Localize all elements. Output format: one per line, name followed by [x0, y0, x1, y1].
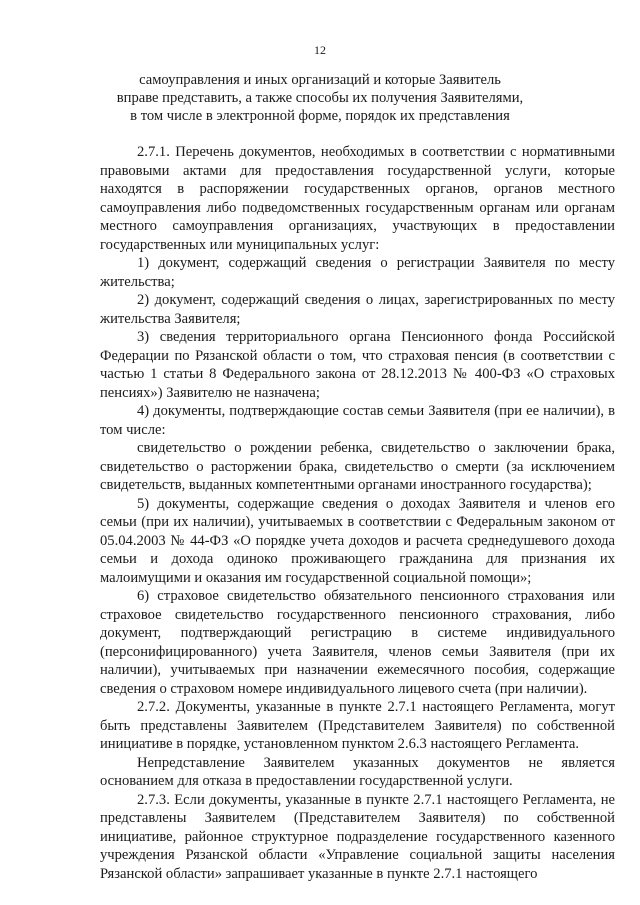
paragraph-2-7-1: 2.7.1. Перечень документов, необходимых в соответствии с нормативными правовыми актами для предоставления государственной услуги, которые находятся в распоряжении государственных органов, органов местного самоуправления либо подведомственных государственным органам или органам местного самоуправления организациях, участвующих в предоставлении государственных или муниципальных услуг: [100, 144, 615, 253]
list-item-1: 1) документ, содержащий сведения о регистрации Заявителя по месту жительства; [100, 255, 615, 290]
paragraph-non-submission: Непредставление Заявителем указанных документов не является основанием для отказа в предоставлении государственной услуги. [100, 754, 615, 789]
list-item-5: 5) документы, содержащие сведения о доходах Заявителя и членов его семьи (при их наличии), учитываемых в соответствии с Федеральным законом от 05.04.2003 № 44-ФЗ «О порядке учета доходов и расчета среднедушевого дохода семьи и дохода одиноко проживающего гражданина для признания их малоимущими и оказания им государственной социальной помощи»; [100, 495, 615, 586]
paragraph-2-7-3: 2.7.3. Если документы, указанные в пункте 2.7.1 настоящего Регламента, не представлены Заявителем (Представителем Заявителя) по собственной инициативе, районное структурное подразделение государственного казенного учреждения Рязанской области «Управление социальной защиты населения Рязанской области» запрашивает указанные в пункте 2.7.1 настоящего [100, 791, 615, 882]
list-item-3: 3) сведения территориального органа Пенсионного фонда Российской Федерации по Рязанской области о том, что страховая пенсия (в соответствии с частью 1 статьи 8 Федерального закона от 28.12.2013 № 400-ФЗ «О страховых пенсиях») Заявителю не назначена; [100, 329, 615, 401]
heading-line: вправе представить, а также способы их получения Заявителями, [116, 90, 524, 106]
section-heading [100, 71, 540, 125]
page-number: 12 [314, 43, 326, 57]
heading-line: самоуправления и иных организаций и которые Заявитель [139, 72, 501, 88]
paragraph-2-7-2: 2.7.2. Документы, указанные в пункте 2.7.1 настоящего Регламента, могут быть представлены Заявителем (Представителем Заявителя) по собственной инициативе в порядке, установленном пунктом 2.6.3 настоящего Регламента. [100, 699, 615, 752]
list-item-6: 6) страховое свидетельство обязательного пенсионного страхования или страховое свидетельство государственного пенсионного страхования, либо документ, подтверждающий регистрацию в системе индивидуального (персонифицированного) учета Заявителя, членов семьи Заявителя (при их наличии), учитываемых при назначении ежемесячного пособия, содержащие сведения о страховом номере индивидуального лицевого счета (при наличии). [100, 588, 615, 697]
list-item-2: 2) документ, содержащий сведения о лицах, зарегистрированных по месту жительства Заявителя; [100, 292, 615, 327]
list-item-4: 4) документы, подтверждающие состав семьи Заявителя (при ее наличии), в том числе: [100, 403, 615, 438]
heading-line: в том числе в электронной форме, порядок их представления [130, 108, 510, 124]
list-item-4-details: свидетельство о рождении ребенка, свидетельство о заключении брака, свидетельство о расторжении брака, свидетельство о смерти (за исключением свидетельств, выданных компетентными органами иностранного государства); [100, 440, 615, 493]
document-body [100, 143, 615, 883]
